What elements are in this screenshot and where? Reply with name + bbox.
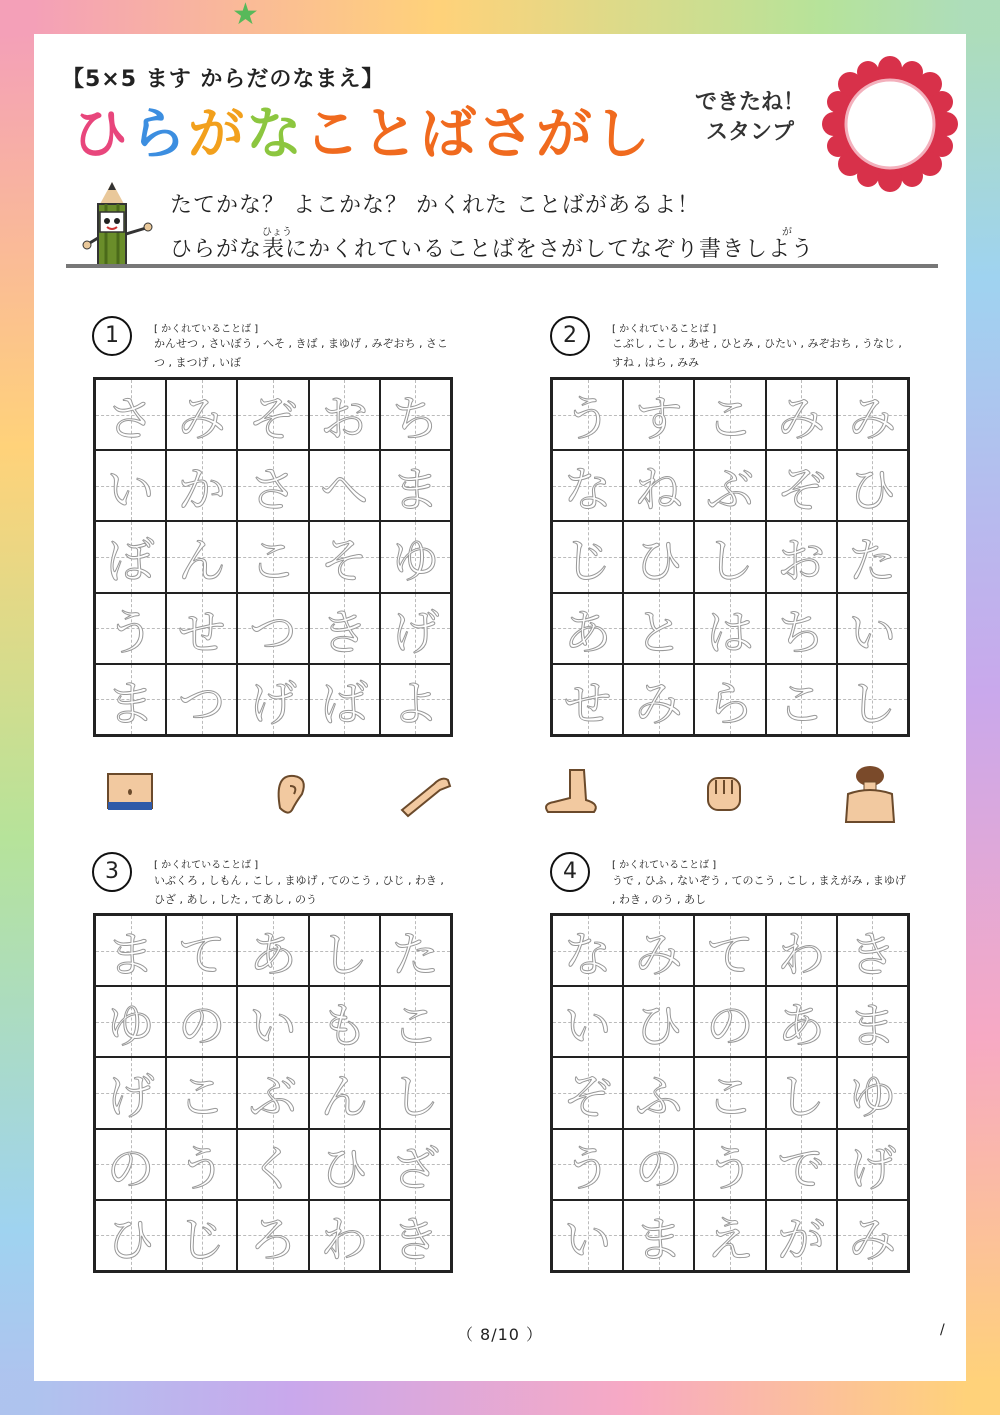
grid-cell-char: い [848,604,897,661]
grid-cell-char: き [391,1211,440,1268]
puzzle-2-grid [550,377,910,737]
grid-cell-char: わ [320,1211,369,1268]
grid-cell[interactable] [237,450,308,521]
title-rest: ことばさがし [304,102,652,167]
grid-cell[interactable] [623,379,694,450]
grid-cell-char: ろ [248,1211,297,1268]
grid-cell[interactable] [166,1200,237,1271]
grid-cell[interactable] [309,450,380,521]
grid-cell[interactable] [766,521,837,592]
grid-cell[interactable] [166,986,237,1057]
grid-cell-char: い [563,998,612,1055]
title-char-3: が [188,102,246,167]
grid-cell[interactable] [309,1200,380,1271]
fist-icon [694,764,754,824]
arm-icon [398,764,458,824]
grid-cell-char: い [106,462,155,519]
grid-cell-char: ち [391,391,440,448]
grid-cell-char: せ [177,604,226,661]
grid-cell-char: げ [391,604,440,661]
grid-cell-char: ま [106,675,155,732]
grid-cell[interactable] [166,593,237,664]
grid-cell[interactable] [766,379,837,450]
grid-cell-char: ぞ [248,391,297,448]
grid-cell-char: ゆ [848,1069,897,1126]
grid-cell[interactable] [309,593,380,664]
page-number: （ 8/10 ） [456,1325,544,1344]
belly-icon [100,764,160,824]
grid-cell[interactable] [95,1200,166,1271]
grid-cell[interactable] [694,1057,765,1128]
grid-cell-char: な [563,927,612,984]
grid-cell-char: く [248,1140,297,1197]
grid-cell[interactable] [837,450,908,521]
grid-cell-char: ま [106,927,155,984]
grid-cell-char: て [177,927,226,984]
grid-cell-char: も [320,998,369,1055]
grid-cell-char: ね [634,462,683,519]
grid-cell[interactable] [837,379,908,450]
grid-cell-char: み [777,391,826,448]
grid-cell[interactable] [309,664,380,735]
grid-cell-char: そ [320,533,369,590]
grid-cell-char: ぼ [106,533,155,590]
grid-cell-char: が [777,1211,826,1268]
grid-cell-char: へ [320,462,369,519]
grid-cell[interactable] [380,593,451,664]
grid-cell[interactable] [552,1129,623,1200]
grid-cell-char: ざ [391,1140,440,1197]
grid-cell-char: し [848,675,897,732]
grid-cell[interactable] [694,1200,765,1271]
worksheet-subtitle: 【5×5 ます からだのなまえ】 [62,67,385,92]
grid-cell[interactable] [380,1129,451,1200]
grid-cell[interactable] [837,1200,908,1271]
body-parts-row [100,764,900,824]
worksheet-title [72,90,652,170]
back-icon [840,764,900,824]
grid-cell-char: ひ [106,1211,155,1268]
grid-cell-char: こ [705,391,754,448]
grid-cell[interactable] [95,986,166,1057]
grid-cell[interactable] [552,379,623,450]
title-char-4: な [246,102,304,167]
grid-cell[interactable] [837,1057,908,1128]
grid-cell[interactable] [380,1200,451,1271]
grid-cell-char: せ [563,675,612,732]
grid-cell[interactable] [309,915,380,986]
grid-cell[interactable] [237,1200,308,1271]
grid-cell[interactable] [766,450,837,521]
grid-cell-char: き [320,604,369,661]
grid-cell[interactable] [380,450,451,521]
grid-cell[interactable] [380,1057,451,1128]
grid-cell[interactable] [166,379,237,450]
grid-cell-char: ぞ [777,462,826,519]
grid-cell[interactable] [380,915,451,986]
grid-cell-char: ゆ [391,533,440,590]
puzzle-4-number: 4 [550,852,590,892]
puzzle-3-grid [93,913,453,1273]
grid-cell[interactable] [309,1129,380,1200]
grid-cell[interactable] [380,521,451,592]
grid-cell-char: げ [248,675,297,732]
grid-cell-char: さ [248,462,297,519]
grid-cell-char: み [848,391,897,448]
grid-cell-char: ゆ [106,998,155,1055]
puzzle-1-number: 1 [92,316,132,356]
grid-cell-char: あ [248,927,297,984]
grid-cell-char: は [705,604,754,661]
grid-cell[interactable] [694,664,765,735]
stamp-label-line1: できたね！ [694,90,805,115]
ruby-hyou: ひょう [262,227,292,238]
grid-cell-char: ぞ [563,1069,612,1126]
puzzle-1-grid [93,377,453,737]
instruction-line-1: たてかな？ よこかな？ かくれた ことばがあるよ！ [170,193,700,218]
grid-cell-char: た [391,927,440,984]
grid-cell-char: こ [177,1069,226,1126]
puzzle-4-hidden-words: うで , ひふ , ないぞう , てのこう , こし , まえがみ , まゆげ , わき , のう , あし [612,874,906,906]
grid-cell-char: き [848,927,897,984]
grid-cell[interactable] [837,593,908,664]
grid-cell[interactable] [623,664,694,735]
grid-cell[interactable] [623,1129,694,1200]
stamp-label-line2: スタンプ [705,120,794,145]
grid-cell[interactable] [237,379,308,450]
grid-cell[interactable] [766,1200,837,1271]
grid-cell-char: げ [106,1069,155,1126]
grid-cell[interactable] [837,915,908,986]
grid-cell[interactable] [694,986,765,1057]
puzzle-2-hidden-words: こぶし , こし , あせ , ひとみ , ひたい , みぞおち , うなじ , すね , はら , みみ [612,337,902,369]
grid-cell-char: ひ [848,462,897,519]
grid-cell-char: い [563,1211,612,1268]
divider [66,264,938,268]
grid-cell[interactable] [95,1129,166,1200]
grid-cell[interactable] [237,521,308,592]
grid-cell-char: よ [391,675,440,732]
grid-cell[interactable] [766,986,837,1057]
grid-cell-char: じ [563,533,612,590]
grid-cell[interactable] [766,664,837,735]
grid-cell-char: げ [848,1140,897,1197]
grid-cell[interactable] [95,450,166,521]
grid-cell-char: い [248,998,297,1055]
grid-cell-char: の [177,998,226,1055]
grid-cell-char: し [320,927,369,984]
grid-cell-char: ぶ [705,462,754,519]
ruby-ga: が [782,227,792,238]
grid-cell-char: あ [563,604,612,661]
grid-cell-char: こ [777,675,826,732]
grid-cell-char: か [177,462,226,519]
grid-cell[interactable] [237,1129,308,1200]
puzzle-4-grid [550,913,910,1273]
grid-cell[interactable] [552,664,623,735]
grid-cell[interactable] [166,521,237,592]
grid-cell[interactable] [309,986,380,1057]
grid-cell[interactable] [694,450,765,521]
grid-cell-char: す [634,391,683,448]
grid-cell-char: し [391,1069,440,1126]
puzzle-3-hidden-label: [ かくれていることば ] [154,860,259,871]
grid-cell[interactable] [380,664,451,735]
grid-cell-char: ん [320,1069,369,1126]
grid-cell[interactable] [694,915,765,986]
grid-cell-char: じ [177,1211,226,1268]
grid-cell-char: う [563,391,612,448]
grid-cell[interactable] [552,1057,623,1128]
grid-cell-char: わ [777,927,826,984]
grid-cell-char: こ [391,998,440,1055]
pencil-character-icon [80,182,164,270]
grid-cell-char: さ [106,391,155,448]
grid-cell-char: ま [391,462,440,519]
grid-cell[interactable] [837,664,908,735]
grid-cell[interactable] [694,593,765,664]
grid-cell[interactable] [95,915,166,986]
grid-cell-char: う [106,604,155,661]
grid-cell-char: ひ [634,533,683,590]
grid-cell-char: ま [634,1211,683,1268]
grid-cell[interactable] [237,986,308,1057]
grid-cell-char: ら [705,675,754,732]
stamp-area[interactable] [822,56,958,192]
grid-cell-char: し [705,533,754,590]
grid-cell[interactable] [237,593,308,664]
grid-cell[interactable] [237,664,308,735]
grid-cell-char: の [106,1140,155,1197]
grid-cell-char: ば [320,675,369,732]
grid-cell[interactable] [552,986,623,1057]
grid-cell[interactable] [166,1129,237,1200]
puzzle-4-hidden-label: [ かくれていることば ] [612,860,717,871]
puzzle-3-hidden-words: いぶくろ , しもん , こし , まゆげ , てのこう , ひじ , わき , ひざ , あし , した , てあし , のう [154,874,444,906]
grid-cell-char: ひ [320,1140,369,1197]
grid-cell[interactable] [623,521,694,592]
instruction-line-2: ひらがな表にかくれていることばをさがしてなぞり書きしよう [170,237,815,262]
grid-cell-char: え [705,1211,754,1268]
grid-cell[interactable] [166,450,237,521]
grid-cell[interactable] [166,1057,237,1128]
grid-cell-char: で [777,1140,826,1197]
grid-cell[interactable] [623,593,694,664]
grid-cell[interactable] [309,379,380,450]
grid-cell-char: う [563,1140,612,1197]
grid-cell-char: み [634,927,683,984]
grid-cell-char: と [634,604,683,661]
stamp-label [690,88,810,148]
grid-cell-char: ぶ [248,1069,297,1126]
grid-cell-char: つ [248,604,297,661]
grid-cell-char: ひ [634,998,683,1055]
puzzle-1-hidden-words: かんせつ , さいぼう , へそ , きば , まゆげ , みぞおち , さこつ , まつげ , いぼ [154,337,448,369]
grid-cell[interactable] [623,986,694,1057]
grid-cell[interactable] [837,521,908,592]
grid-cell[interactable] [837,986,908,1057]
grid-cell[interactable] [380,986,451,1057]
grid-cell-char: う [177,1140,226,1197]
puzzle-3-number: 3 [92,852,132,892]
grid-cell[interactable] [309,521,380,592]
grid-cell-char: み [634,675,683,732]
grid-cell-char: つ [177,675,226,732]
grid-cell[interactable] [237,1057,308,1128]
grid-cell[interactable] [237,915,308,986]
grid-cell[interactable] [552,593,623,664]
grid-cell[interactable] [694,1129,765,1200]
puzzle-2-hidden-label: [ かくれていることば ] [612,324,717,335]
grid-cell[interactable] [766,1129,837,1200]
grid-cell[interactable] [552,915,623,986]
grid-cell[interactable] [166,915,237,986]
grid-cell-char: お [320,391,369,448]
grid-cell[interactable] [95,664,166,735]
grid-cell[interactable] [694,379,765,450]
grid-cell[interactable] [166,664,237,735]
ear-icon [260,764,320,824]
grid-cell[interactable] [694,521,765,592]
title-char-2: ら [130,102,188,167]
grid-cell[interactable] [95,593,166,664]
grid-cell-char: た [848,533,897,590]
grid-cell-char: ん [177,533,226,590]
grid-cell-char: こ [248,533,297,590]
grid-cell[interactable] [766,593,837,664]
grid-cell[interactable] [552,450,623,521]
grid-cell-char: お [777,533,826,590]
grid-cell-char: み [177,391,226,448]
puzzle-2-number: 2 [550,316,590,356]
grid-cell[interactable] [552,1200,623,1271]
grid-cell[interactable] [95,521,166,592]
grid-cell-char: な [563,462,612,519]
grid-cell-char: こ [705,1069,754,1126]
grid-cell[interactable] [623,915,694,986]
grid-cell-char: の [705,998,754,1055]
grid-cell-char: ち [777,604,826,661]
grid-cell[interactable] [623,1200,694,1271]
grid-cell-char: あ [777,998,826,1055]
grid-cell[interactable] [95,1057,166,1128]
grid-cell[interactable] [766,915,837,986]
title-char-1: ひ [72,102,130,167]
footer-mark: / [940,1322,945,1338]
grid-cell[interactable] [837,1129,908,1200]
grid-cell-char: て [705,927,754,984]
grid-cell[interactable] [309,1057,380,1128]
grid-cell[interactable] [552,521,623,592]
grid-cell[interactable] [623,450,694,521]
grid-cell[interactable] [623,1057,694,1128]
grid-cell-char: の [634,1140,683,1197]
grid-cell-char: し [777,1069,826,1126]
grid-cell-char: ふ [634,1069,683,1126]
foot-icon [540,764,600,824]
grid-cell-char: み [848,1211,897,1268]
grid-cell[interactable] [380,379,451,450]
grid-cell[interactable] [95,379,166,450]
grid-cell-char: ま [848,998,897,1055]
grid-cell[interactable] [766,1057,837,1128]
grid-cell-char: う [705,1140,754,1197]
star-icon: ★ [232,0,259,32]
puzzle-1-hidden-label: [ かくれていることば ] [154,324,259,335]
